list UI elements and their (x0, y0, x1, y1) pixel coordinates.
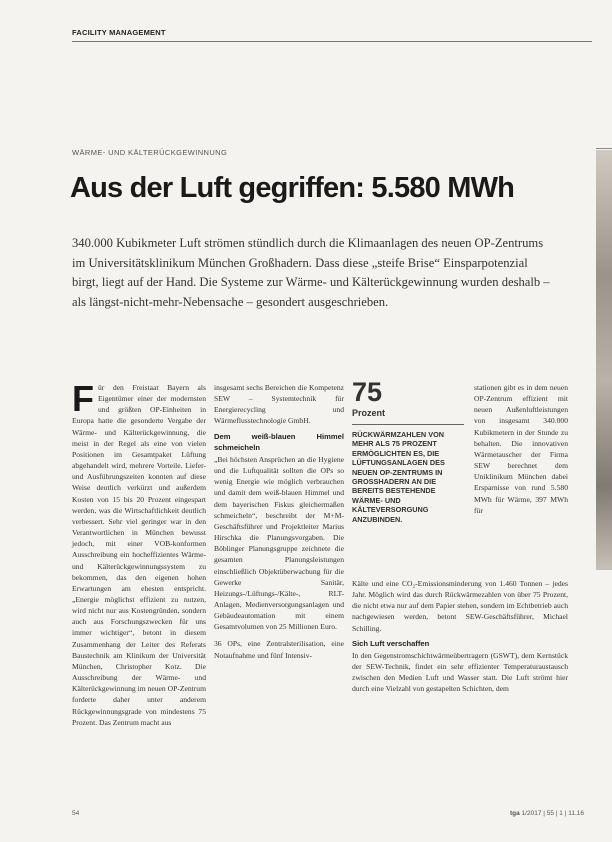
subhead-himmel: Dem weiß-blauen Himmel schmeicheln (214, 431, 344, 452)
footer-page-number: 54 (72, 810, 80, 817)
page-edge-image-strip (596, 150, 612, 570)
info-unit: Prozent (352, 408, 386, 418)
column-3-top (474, 382, 568, 516)
page-edge-rule (596, 148, 612, 149)
column-2 (214, 382, 344, 661)
info-number: 75 (352, 377, 383, 407)
column-2-text-3: 36 OPs, eine Zentralsterilisation, eine Notaufnahme und fünf Intensiv- (214, 639, 344, 660)
section-label: FACILITY MANAGEMENT (72, 28, 166, 37)
column-3-text-low-2: In den Gegenstromschichtwärmeübertragern (GSWT), dem Kernstück der SEW-Technik, findet ein sehr effizienter Temperaturaustausch zwischen den Medien Luft und Wasser statt. Die Luft strömt hier durch eine Vielzahl von gestapelten Schichten, dem (352, 650, 568, 694)
footer-magazine: tga (510, 810, 520, 817)
info-text: RÜCKWÄRMZAHLEN VON MEHR ALS 75 PROZENT ERMÖGLICHTEN ES, DIE LÜFTUNGSANLAGEN DES NEUEN OP-ZENTRUMS IN GROSSHADERN AN DIE BEREITS BESTEHENDE WÄRME- UND KÄLTEVERSORGUNG ANZUBINDEN. (352, 430, 445, 524)
info-divider (352, 424, 464, 425)
article-kicker: WÄRME- UND KÄLTERÜCKGEWINNUNG (72, 148, 228, 157)
article-headline: Aus der Luft gegriffen: 5.580 MWh (70, 172, 515, 204)
article-lead: 340.000 Kubikmeter Luft strömen stündlich durch die Klimaanlagen des neuen OP-Zentrums im Universitätsklinikum München Großhadern. Dass diese „steife Brise“ Einsparpotenzial birgt, liegt auf der Hand. Die Systeme zur Wärme- und Kälterückgewinnung wurden deshalb – als längst-nicht-mehr-Nebensache – gesondert ausgeschrieben. (72, 236, 550, 309)
column-1-text: ür den Freistaat Bayern als Eigentümer einer der modernsten und größten OP-Einheiten in Europa hatte die gesonderte Vergabe der Wärme- und Kälterückgewinnung, die meist in der Regel als eine von vielen Positionen im Gesamtpaket Lüftung abgehandelt wird, mehrere Vorteile. Liefer- und Ausführungszeiten konnten auf diese Weise deutlich verkürzt und außerdem Kosten von 15 bis 20 Prozent eingespart werden, was die Wirtschaftlichkeit deutlich verbessert. Sehr viel geringer war in den Verantwortlichen in München bewusst jedoch, mit einer VOB-konformen Ausschreibung ein hocheffizientes Wärme- und Kälterückgewinnungssystem zu bekommen, das den eigenen hohen Erwartungen am ehesten entspricht. „Energie möglichst effizient zu nutzen, wird nicht nur aus Kostengründen, sondern auch aus Forschungszwecken für uns immer wichtiger“, betont in diesem Zusammenhang der Leiter des Referats Baustechnik am Klinikum der Universität München, Christopher Kotz. Die Ausschreibung der Wärme- und Kälterückgewinnung im neuen OP-Zentrum forderte daher unter anderem Rückgewinnungsgrade von mindestens 75 Prozent. Das Zentrum macht aus (72, 383, 206, 727)
info-box (352, 378, 464, 524)
column-2-text: insgesamt sechs Bereichen die Kompetenz SEW – Systemtechnik für Energierecycling und Wärmeflusstechnologie GmbH. (214, 383, 344, 426)
column-2-text-2: „Bei höchsten Ansprüchen an die Hygiene und die Luftqualität sollten die OPs so wenig Energie wie möglich verbrauchen und damit dem weiß-blauen Himmel und dem bayerischen Fiskus gleichermaßen schmeicheln“, beschreibt der M+M-Geschäftsführer und Projektleiter Marius Hirschka die Planungsvorgaben. Die Böblinger Planungsgruppe zeichnete die gesamten Planungsleistungen einschließlich Objektüberwachung für die Gewerke Sanitär, Heizungs-/Lüftungs-/Kälte-, RLT-Anlagen, Medienversorgungsanlagen und Gebäudeautomation mit einem Gesamtvolumen von 25 Millionen Euro. (214, 454, 344, 632)
drop-cap: F (72, 378, 94, 419)
footer-issue (510, 810, 584, 817)
column-3-text: stationen gibt es in dem neuen OP-Zentrum effizient mit neuen Außenluftleistungen von insgesamt 340.000 Kubikmetern in der Stunde zu behalten. Die innovativen Wärmetauscher der Firma SEW berechnet dem Uniklinikum München dabei Ersparnisse von rund 5.580 MWh für Wärme, 397 MWh für (474, 383, 568, 515)
column-3-text-low: Kälte und eine CO₂-Emissionsminderung von 1.460 Tonnen – jedes Jahr. Möglich wird das durch Rückwärmezahlen von über 75 Prozent, die nicht etwa nur auf dem Papier stehen, sondern im Echtbetrieb auch nachgewiesen werden, betont SEW-Geschäftsführer, Michael Schilling. (352, 579, 568, 633)
column-1 (72, 378, 206, 728)
subhead-luft: Sich Luft verschaffen (352, 638, 430, 648)
header-rule (72, 41, 592, 42)
footer-issue-number: 1/2017 (521, 810, 542, 817)
footer-issue-extra: | 55 | 1 | 11.16 (543, 810, 584, 817)
column-3-lower (352, 578, 568, 695)
